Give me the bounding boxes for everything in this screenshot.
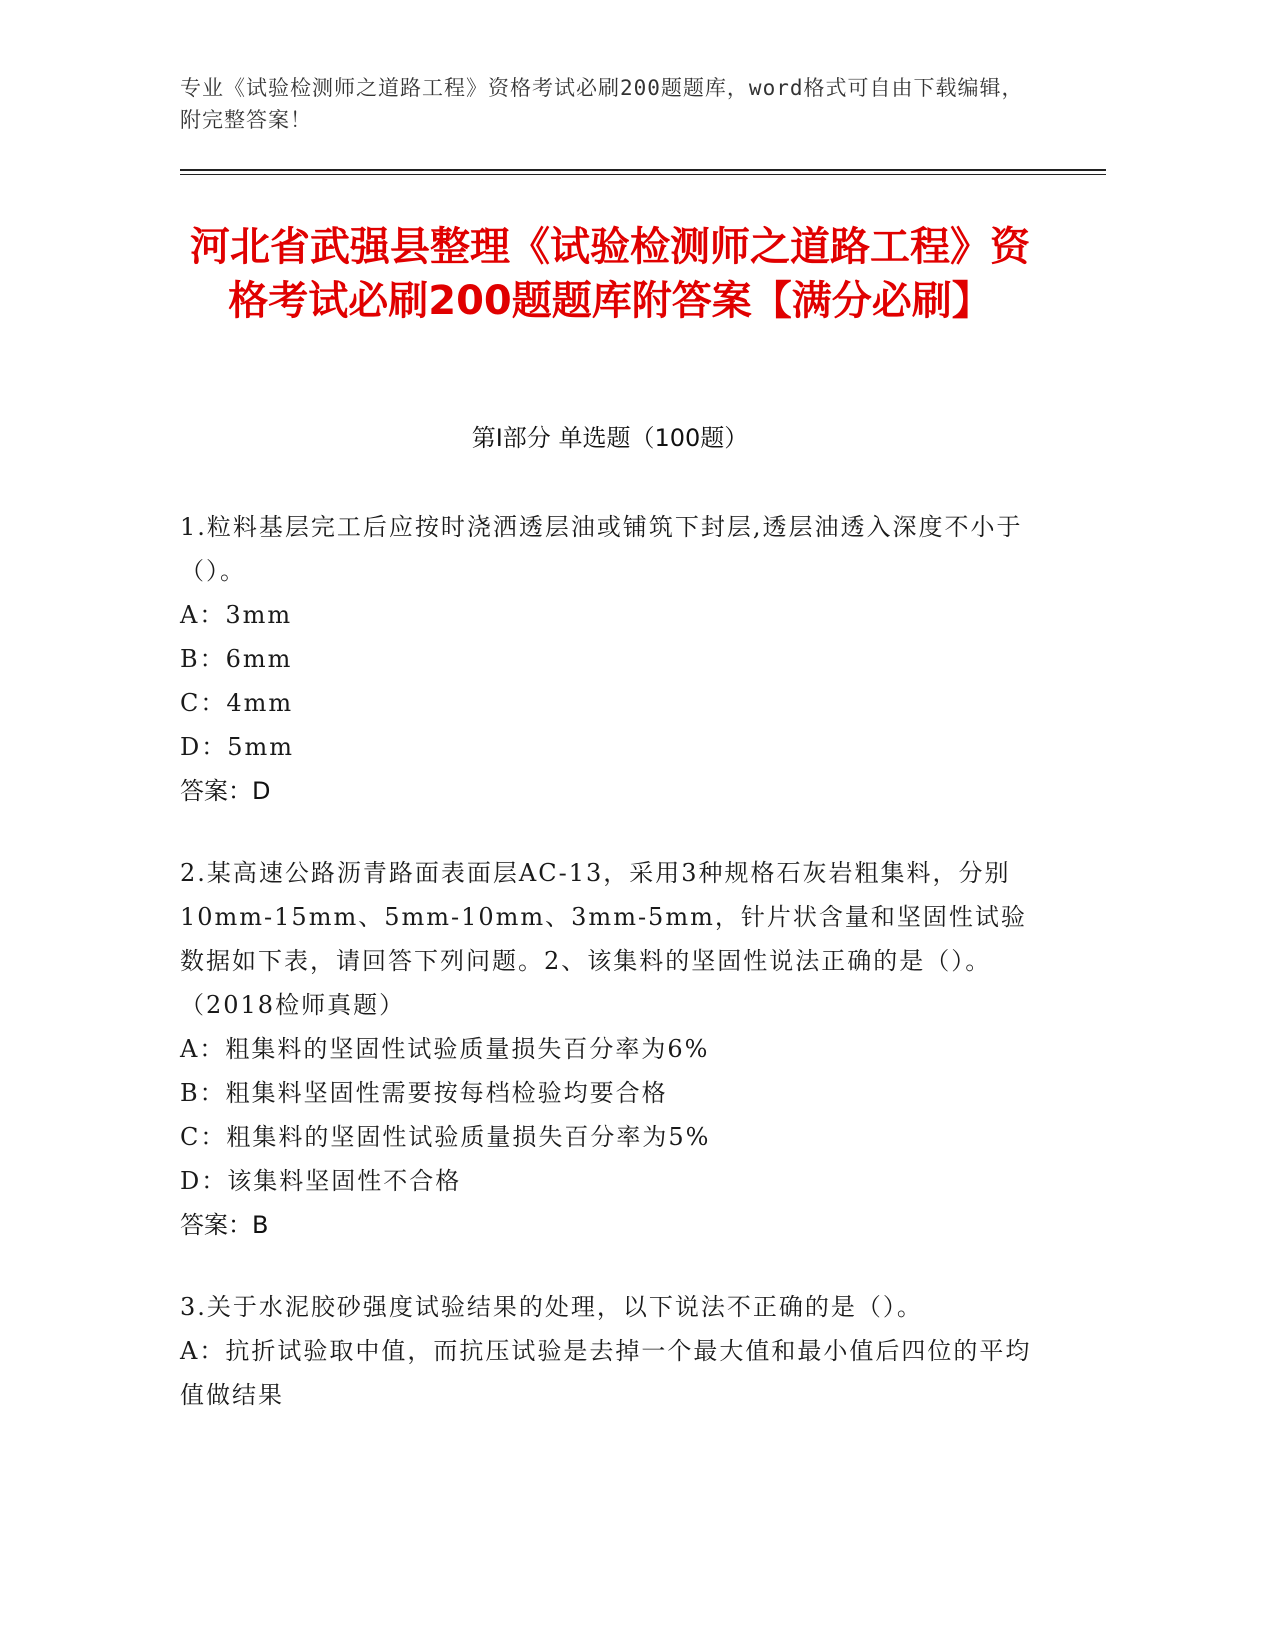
question-text: 2.某高速公路沥青路面表面层AC-13，采用3种规格石灰岩粗集料，分别10mm-15mm、5mm-10mm、3mm-5mm，针片状含量和坚固性试验数据如下表，请回答下列问题。2、该集料的坚固性说法正确的是（）。（2018检师真题） (180, 859, 1027, 1019)
option-d: D：该集料坚固性不合格 (180, 1167, 462, 1195)
question-3 (180, 1285, 1040, 1417)
document-title: 河北省武强县整理《试验检测师之道路工程》资格考试必刷200题题库附答案【满分必刷】 (190, 224, 1030, 324)
header-divider-thick (180, 169, 1106, 171)
option-b: B：粗集料坚固性需要按每档检验均要合格 (180, 1079, 668, 1107)
option-a: A：3mm (180, 601, 293, 629)
question-text: 3.关于水泥胶砂强度试验结果的处理，以下说法不正确的是（）。 (180, 1293, 923, 1321)
section-heading: 第Ⅰ部分 单选题（100题） (471, 424, 749, 452)
option-c: C：4mm (180, 689, 294, 717)
option-a: A：抗折试验取中值，而抗压试验是去掉一个最大值和最小值后四位的平均值做结果 (180, 1337, 1032, 1409)
option-d: D：5mm (180, 733, 295, 761)
header-note: 专业《试验检测师之道路工程》资格考试必刷200题题库，word格式可自由下载编辑，附完整答案！ (180, 76, 1024, 132)
question-2 (180, 851, 1040, 1247)
option-a: A：粗集料的坚固性试验质量损失百分率为6% (180, 1035, 710, 1063)
answer-line: 答案：B (180, 1211, 269, 1239)
option-b: B：6mm (180, 645, 293, 673)
question-list (180, 505, 1040, 1455)
header-divider-thin (180, 174, 1106, 175)
answer-line: 答案：D (180, 777, 271, 805)
question-1 (180, 505, 1040, 813)
option-c: C：粗集料的坚固性试验质量损失百分率为5% (180, 1123, 711, 1151)
question-text: 1.粒料基层完工后应按时浇洒透层油或铺筑下封层,透层油透入深度不小于（）。 (180, 513, 1023, 585)
